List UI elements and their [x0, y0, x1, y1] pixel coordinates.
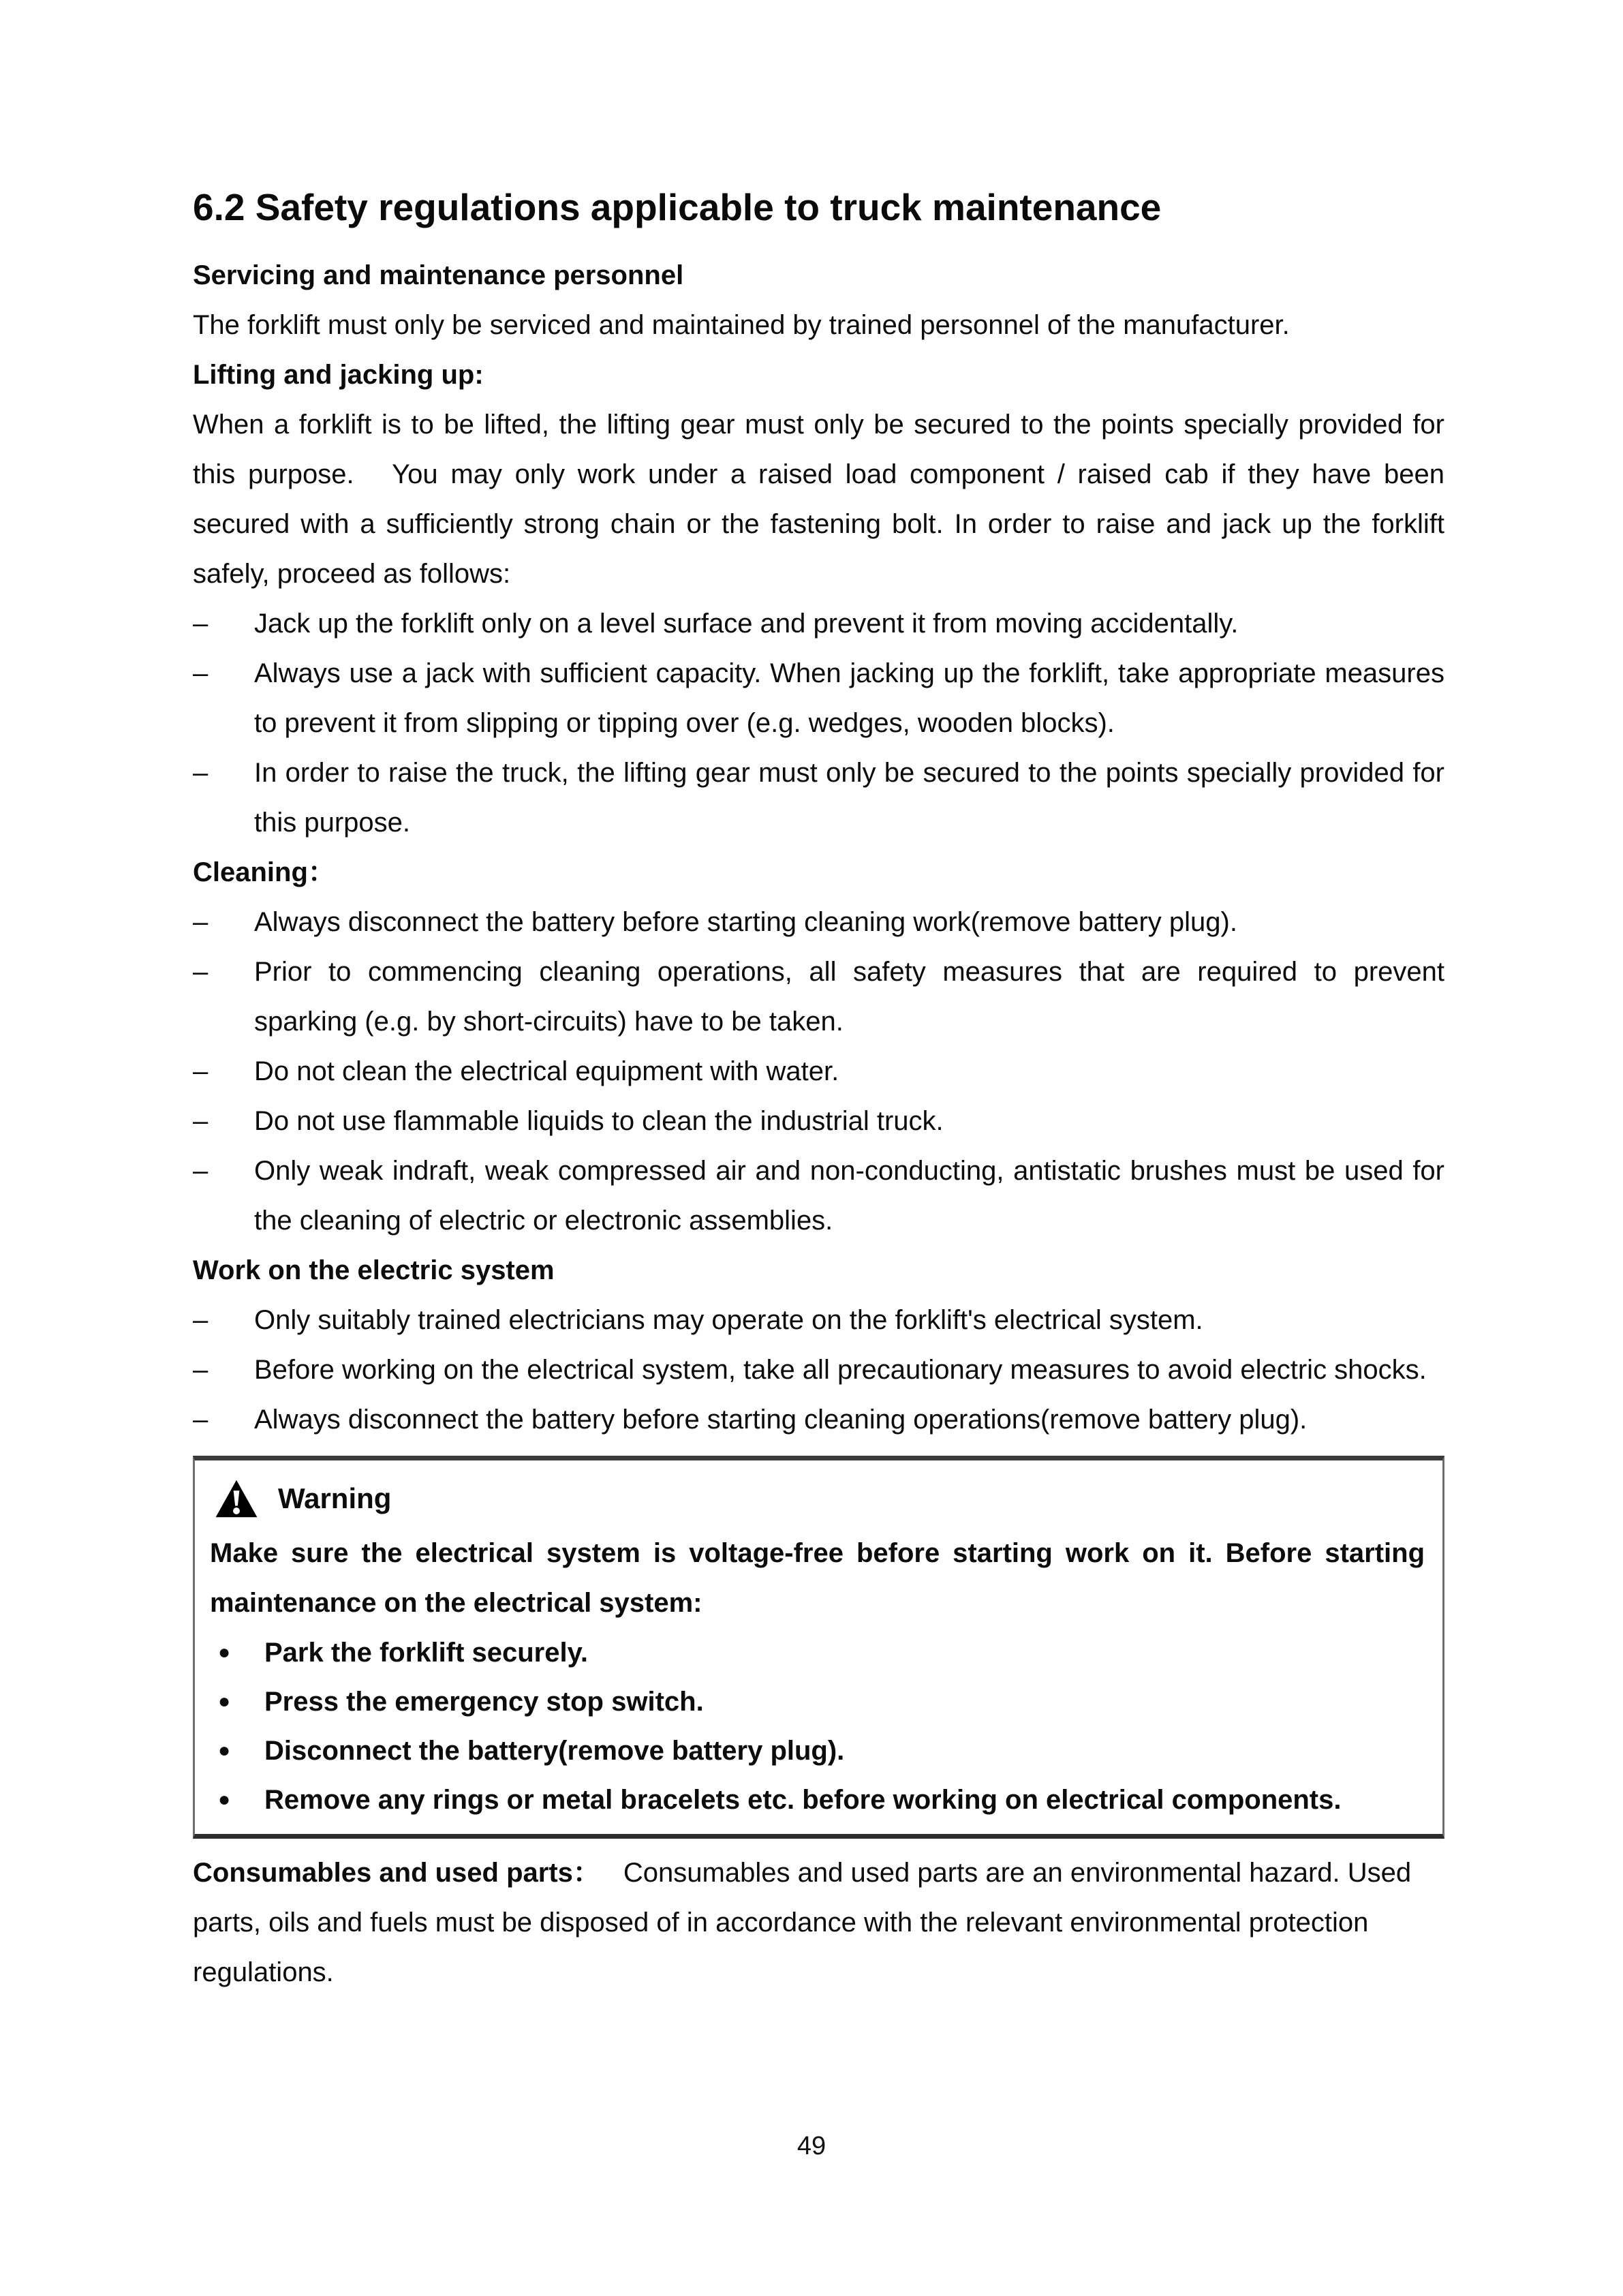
section-title: 6.2 Safety regulations applicable to truck maintenance	[193, 186, 1162, 228]
list-item-text: Before working on the electrical system, take all precautionary measures to avoid electric shocks.	[254, 1355, 1427, 1385]
list-item	[193, 1146, 1444, 1246]
list-item-text: Only suitably trained electricians may operate on the forklift's electrical system.	[254, 1305, 1203, 1335]
list-item-text: In order to raise the truck, the lifting gear must only be secured to the points specially provided for this purpose.	[254, 758, 1444, 838]
list-item-text: Always disconnect the battery before starting cleaning operations(remove battery plug).	[254, 1405, 1308, 1435]
list-item	[193, 748, 1444, 848]
dash-marker: –	[193, 1405, 208, 1435]
list-item	[193, 1395, 1444, 1445]
paragraph-servicing: The forklift must only be serviced and maintained by trained personnel of the manufacturer.	[193, 310, 1290, 340]
consumables-paragraph	[193, 1848, 1444, 1997]
list-item	[193, 1296, 1444, 1345]
list-item	[210, 1775, 1425, 1824]
dash-marker: –	[193, 1156, 208, 1186]
heading-servicing-personnel: Servicing and maintenance personnel	[193, 260, 684, 290]
paragraph-lifting: When a forklift is to be lifted, the lifting gear must only be secured to the points specially provided for this purpose. You may only work under a raised load component / raised cab if they have been secured with a sufficiently strong chain or the fastening bolt. In order to raise and jack up the forklift safely, proceed as follows:	[193, 410, 1444, 589]
dash-marker: –	[193, 1106, 208, 1136]
warning-header	[215, 1470, 1425, 1527]
list-item	[210, 1726, 1425, 1775]
dot-marker: ●	[218, 1788, 231, 1811]
list-item	[193, 1097, 1444, 1146]
cleaning-bullet-list	[193, 898, 1444, 1246]
warning-bullet-list	[210, 1628, 1425, 1824]
dash-marker: –	[193, 1305, 208, 1335]
list-item	[193, 649, 1444, 748]
dash-marker: –	[193, 957, 208, 987]
consumables-label: Consumables and used parts：	[193, 1858, 600, 1888]
dash-marker: –	[193, 1355, 208, 1385]
list-item	[193, 898, 1444, 947]
list-item-text: Do not use flammable liquids to clean the industrial truck.	[254, 1106, 944, 1136]
list-item	[193, 1345, 1444, 1395]
dash-marker: –	[193, 658, 208, 688]
dash-marker: –	[193, 758, 208, 788]
list-item	[210, 1628, 1425, 1677]
page-number: 49	[797, 2132, 826, 2160]
warning-box	[193, 1456, 1444, 1839]
warning-intro-text: Make sure the electrical system is voltage-free before starting work on it. Before starting maintenance on the electrical system:	[210, 1538, 1425, 1618]
warning-title: Warning	[278, 1482, 392, 1514]
list-item	[193, 599, 1444, 649]
dash-marker: –	[193, 1056, 208, 1086]
list-item-text: Do not clean the electrical equipment with water.	[254, 1056, 839, 1086]
lifting-bullet-list	[193, 599, 1444, 848]
heading-cleaning: Cleaning：	[193, 857, 335, 887]
dash-marker: –	[193, 907, 208, 937]
list-item-text: Disconnect the battery(remove battery plug).	[264, 1736, 845, 1766]
list-item-text: Always use a jack with sufficient capacity. When jacking up the forklift, take appropriate measures to prevent it from slipping or tipping over (e.g. wedges, wooden blocks).	[254, 658, 1444, 738]
list-item	[193, 947, 1444, 1047]
list-item-text: Only weak indraft, weak compressed air and non-conducting, antistatic brushes must be used for the cleaning of electric or electronic assemblies.	[254, 1156, 1444, 1236]
list-item-text: Remove any rings or metal bracelets etc. before working on electrical components.	[264, 1785, 1342, 1815]
dot-marker: ●	[218, 1690, 231, 1713]
list-item-text: Prior to commencing cleaning operations, all safety measures that are required to prevent sparking (e.g. by short-circuits) have to be taken.	[254, 957, 1444, 1037]
list-item-text: Press the emergency stop switch.	[264, 1687, 704, 1717]
consumables-text: Consumables and used parts are an environmental hazard. Used parts, oils and fuels must be disposed of in accordance with the relevant environmental protection regulations.	[193, 1858, 1412, 1987]
page-content	[193, 183, 1444, 1997]
dot-marker: ●	[218, 1739, 231, 1762]
warning-triangle-icon	[215, 1480, 258, 1518]
electric-bullet-list	[193, 1296, 1444, 1445]
list-item-text: Park the forklift securely.	[264, 1638, 588, 1668]
dash-marker: –	[193, 609, 208, 639]
heading-lifting-jacking: Lifting and jacking up:	[193, 360, 484, 390]
list-item	[193, 1047, 1444, 1097]
list-item	[210, 1677, 1425, 1726]
list-item-text: Always disconnect the battery before starting cleaning work(remove battery plug).	[254, 907, 1237, 937]
heading-electric-system: Work on the electric system	[193, 1255, 555, 1285]
list-item-text: Jack up the forklift only on a level surface and prevent it from moving accidentally.	[254, 609, 1239, 639]
dot-marker: ●	[218, 1641, 231, 1664]
